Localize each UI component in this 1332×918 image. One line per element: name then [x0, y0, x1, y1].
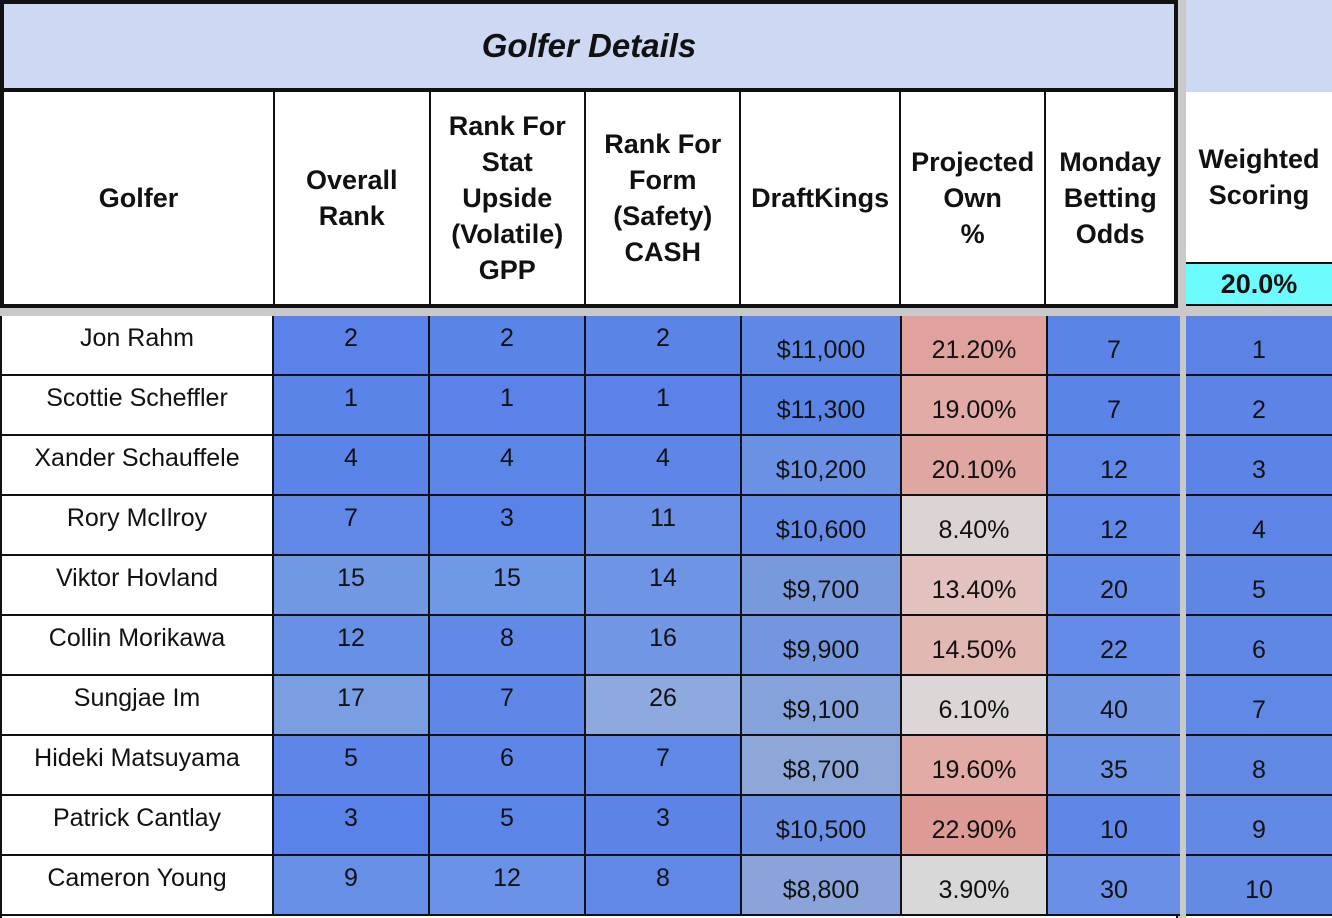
betting-odds-cell[interactable]: 40: [1048, 676, 1180, 736]
table-header: [0, 92, 1178, 308]
golfer-name-cell[interactable]: Hideki Matsuyama: [2, 736, 274, 796]
overall-rank-cell[interactable]: 4: [274, 436, 430, 496]
rank-gpp-cell[interactable]: 15: [430, 556, 586, 616]
golfer-name-cell[interactable]: Patrick Cantlay: [2, 796, 274, 856]
weighted-scoring-percent[interactable]: 20.0%: [1186, 262, 1332, 306]
weighted-scoring-column: [1186, 316, 1332, 918]
weighted-scoring-cell[interactable]: 9: [1186, 796, 1332, 856]
projected-own-cell[interactable]: 14.50%: [902, 616, 1048, 676]
betting-odds-cell[interactable]: 7: [1048, 316, 1180, 376]
overall-rank-cell[interactable]: 12: [274, 616, 430, 676]
rank-gpp-cell[interactable]: 7: [430, 676, 586, 736]
rank-cash-cell[interactable]: 7: [586, 736, 742, 796]
rank-gpp-cell[interactable]: 4: [430, 436, 586, 496]
overall-rank-cell[interactable]: 3: [274, 796, 430, 856]
draftkings-salary-cell[interactable]: $8,800: [742, 856, 902, 916]
projected-own-cell[interactable]: 8.40%: [902, 496, 1048, 556]
rank-cash-cell[interactable]: 16: [586, 616, 742, 676]
weighted-scoring-cell[interactable]: 10: [1186, 856, 1332, 916]
overall-rank-cell[interactable]: 1: [274, 376, 430, 436]
weighted-scoring-cell[interactable]: 7: [1186, 676, 1332, 736]
golfer-name-cell[interactable]: Collin Morikawa: [2, 616, 274, 676]
projected-own-cell[interactable]: 22.90%: [902, 796, 1048, 856]
draftkings-salary-cell[interactable]: $10,600: [742, 496, 902, 556]
golfer-name-cell[interactable]: Jon Rahm: [2, 316, 274, 376]
betting-odds-cell[interactable]: 7: [1048, 376, 1180, 436]
rank-gpp-cell[interactable]: 2: [430, 316, 586, 376]
golfer-name-cell[interactable]: Scottie Scheffler: [2, 376, 274, 436]
golfer-name-cell[interactable]: Xander Schauffele: [2, 436, 274, 496]
projected-own-cell[interactable]: 19.00%: [902, 376, 1048, 436]
betting-odds-cell[interactable]: 30: [1048, 856, 1180, 916]
draftkings-salary-cell[interactable]: $9,700: [742, 556, 902, 616]
rank-gpp-cell[interactable]: 3: [430, 496, 586, 556]
draftkings-salary-cell[interactable]: $10,200: [742, 436, 902, 496]
draftkings-salary-cell[interactable]: $9,900: [742, 616, 902, 676]
projected-own-cell[interactable]: 21.20%: [902, 316, 1048, 376]
golfer-table-body: [0, 316, 1178, 918]
rank-cash-cell[interactable]: 26: [586, 676, 742, 736]
projected-own-cell[interactable]: 20.10%: [902, 436, 1048, 496]
draftkings-salary-cell[interactable]: $11,000: [742, 316, 902, 376]
betting-odds-cell[interactable]: 10: [1048, 796, 1180, 856]
golfer-name-cell[interactable]: Rory McIlroy: [2, 496, 274, 556]
rank-cash-cell[interactable]: 1: [586, 376, 742, 436]
projected-own-cell[interactable]: 19.60%: [902, 736, 1048, 796]
weighted-scoring-cell[interactable]: 4: [1186, 496, 1332, 556]
overall-rank-cell[interactable]: 2: [274, 316, 430, 376]
betting-odds-cell[interactable]: 20: [1048, 556, 1180, 616]
rank-gpp-cell[interactable]: 8: [430, 616, 586, 676]
projected-own-cell[interactable]: 3.90%: [902, 856, 1048, 916]
rank-cash-cell[interactable]: 14: [586, 556, 742, 616]
rank-cash-cell[interactable]: 8: [586, 856, 742, 916]
weighted-scoring-cell[interactable]: 2: [1186, 376, 1332, 436]
header-rank-cash[interactable]: Rank For Form (Safety) CASH: [586, 92, 741, 304]
overall-rank-cell[interactable]: 5: [274, 736, 430, 796]
header-draftkings[interactable]: DraftKings: [741, 92, 900, 304]
overall-rank-cell[interactable]: 7: [274, 496, 430, 556]
rank-gpp-cell[interactable]: 6: [430, 736, 586, 796]
rank-gpp-cell[interactable]: 12: [430, 856, 586, 916]
rank-cash-cell[interactable]: 3: [586, 796, 742, 856]
betting-odds-cell[interactable]: 35: [1048, 736, 1180, 796]
rank-gpp-cell[interactable]: 1: [430, 376, 586, 436]
header-projected-own[interactable]: Projected Own %: [901, 92, 1047, 304]
title-bar-extension: [1186, 0, 1332, 92]
weighted-scoring-cell[interactable]: 1: [1186, 316, 1332, 376]
betting-odds-cell[interactable]: 22: [1048, 616, 1180, 676]
page-title: Golfer Details: [0, 0, 1178, 92]
header-golfer[interactable]: Golfer: [4, 92, 275, 304]
overall-rank-cell[interactable]: 9: [274, 856, 430, 916]
draftkings-salary-cell[interactable]: $11,300: [742, 376, 902, 436]
header-betting-odds[interactable]: Monday Betting Odds: [1059, 147, 1162, 249]
rank-cash-cell[interactable]: 11: [586, 496, 742, 556]
weighted-scoring-cell[interactable]: 5: [1186, 556, 1332, 616]
golfer-name-cell[interactable]: Cameron Young: [2, 856, 274, 916]
header-overall-rank[interactable]: Overall Rank: [275, 92, 430, 304]
golfer-name-cell[interactable]: Viktor Hovland: [2, 556, 274, 616]
projected-own-cell[interactable]: 6.10%: [902, 676, 1048, 736]
golfer-name-cell[interactable]: Sungjae Im: [2, 676, 274, 736]
rank-cash-cell[interactable]: 4: [586, 436, 742, 496]
overall-rank-cell[interactable]: 17: [274, 676, 430, 736]
overall-rank-cell[interactable]: 15: [274, 556, 430, 616]
betting-odds-cell[interactable]: 12: [1048, 436, 1180, 496]
betting-odds-cell[interactable]: 12: [1048, 496, 1180, 556]
weighted-scoring-cell[interactable]: 6: [1186, 616, 1332, 676]
header-weighted-scoring[interactable]: Weighted Scoring: [1186, 92, 1332, 262]
draftkings-salary-cell[interactable]: $8,700: [742, 736, 902, 796]
rank-gpp-cell[interactable]: 5: [430, 796, 586, 856]
rank-cash-cell[interactable]: 2: [586, 316, 742, 376]
header-rank-gpp[interactable]: Rank For Stat Upside (Volatile) GPP: [431, 92, 586, 304]
projected-own-cell[interactable]: 13.40%: [902, 556, 1048, 616]
weighted-scoring-cell[interactable]: 3: [1186, 436, 1332, 496]
weighted-scoring-cell[interactable]: 8: [1186, 736, 1332, 796]
draftkings-salary-cell[interactable]: $10,500: [742, 796, 902, 856]
draftkings-salary-cell[interactable]: $9,100: [742, 676, 902, 736]
